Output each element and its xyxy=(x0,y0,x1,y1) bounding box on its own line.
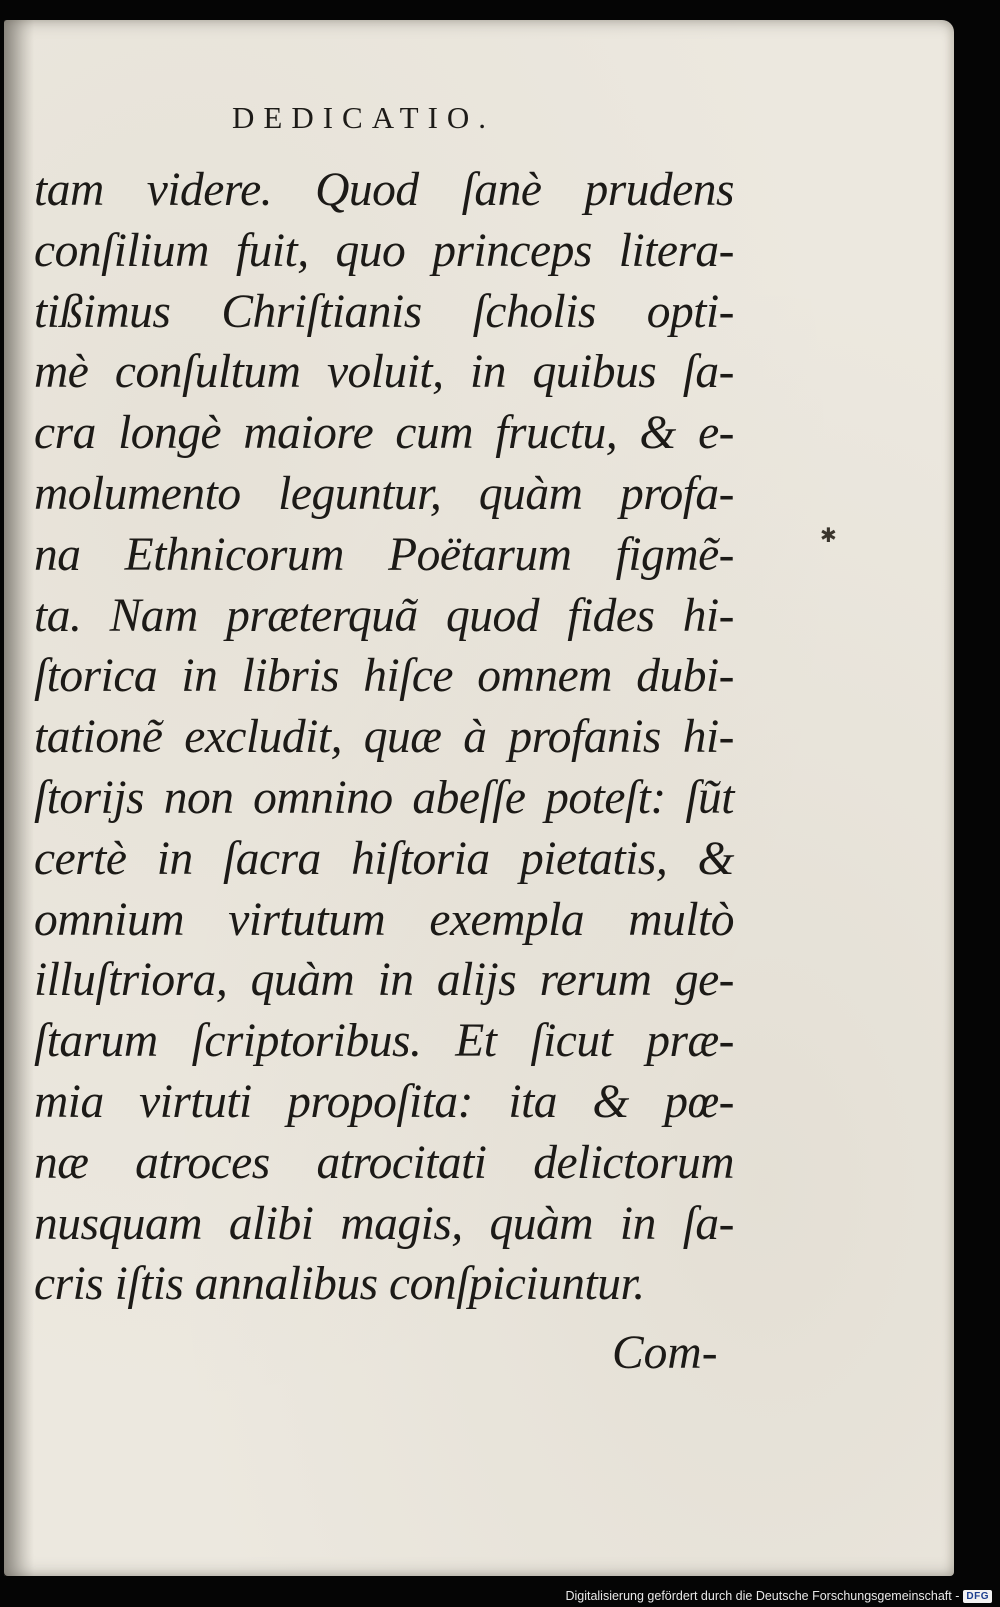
text-line: mia virtuti propoſita: ita & pœ- xyxy=(34,1075,734,1128)
text-line: certè in ſacra hiſtoria pietatis, & xyxy=(34,832,734,885)
digitization-credit xyxy=(565,1589,992,1603)
text-line: molumento leguntur, quàm profa- xyxy=(34,467,734,520)
text-line: næ atroces atrocitati delictorum xyxy=(34,1136,734,1189)
text-line: cra longè maiore cum fructu, & e- xyxy=(34,407,734,460)
text-line: ſtorijs non omnino abeſſe poteſt: ſũt xyxy=(34,771,734,824)
text-line: tißimus Chriſtianis ſcholis opti- xyxy=(34,285,734,338)
text-block xyxy=(34,160,734,1315)
text-line: illuſtriora, quàm in alijs rerum ge- xyxy=(34,954,734,1007)
text-line: tationẽ excludit, quæ à profanis hi- xyxy=(34,711,734,764)
ink-speck: ✱ xyxy=(820,523,837,547)
dfg-logo-icon: DFG xyxy=(963,1590,992,1603)
catchword: Com- xyxy=(612,1327,718,1379)
credit-text: Digitalisierung gefördert durch die Deutsche Forschungsgemeinschaft - xyxy=(565,1589,960,1603)
spine-shadow xyxy=(4,20,34,1576)
text-line: ſtorica in libris hiſce omnem dubi- xyxy=(34,650,734,703)
running-head: DEDICATIO. xyxy=(232,100,496,135)
text-line: omnium virtutum exempla multò xyxy=(34,893,734,946)
text-line: cris iſtis annalibus conſpiciuntur. xyxy=(34,1258,645,1311)
text-line: mè conſultum voluit, in quibus ſa- xyxy=(34,346,734,399)
text-line: ta. Nam præterquã quod fides hi- xyxy=(34,589,734,642)
text-line: tam videre. Quod ſanè prudens xyxy=(34,164,734,216)
text-line: na Ethnicorum Poëtarum figmẽ- xyxy=(34,528,734,581)
text-line: ſtarum ſcriptoribus. Et ſicut præ- xyxy=(34,1015,734,1068)
text-line: nusquam alibi magis, quàm in ſa- xyxy=(34,1197,734,1250)
book-page xyxy=(4,20,954,1576)
text-line: conſilium fuit, quo princeps litera- xyxy=(34,224,734,277)
